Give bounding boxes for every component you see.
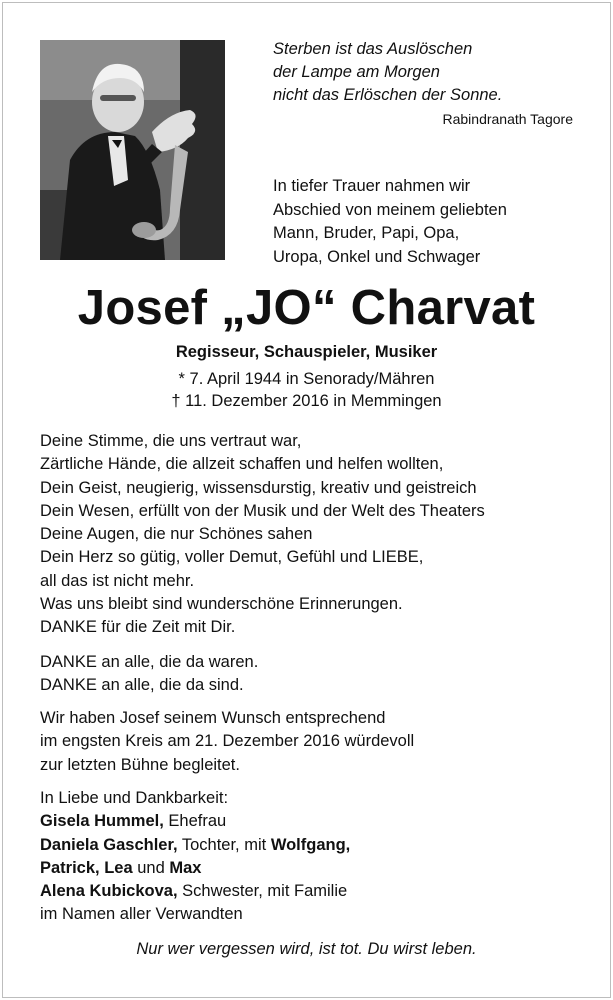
signoff-relatives: im Namen aller Verwandten [40,905,243,924]
poem-line: all das ist nicht mehr. [40,571,195,590]
daughter-role: Tochter, mit [177,835,271,854]
grandchild-names: Patrick, Lea [40,858,133,877]
poem-line: Was uns bleibt sind wunderschöne Erinnerungen. [40,595,403,614]
poem-line: Deine Stimme, die uns vertraut war, [40,432,302,450]
life-dates [0,368,613,412]
intro-line: Uropa, Onkel und Schwager [273,247,481,266]
thanks-block [40,651,580,698]
sister-name: Alena Kubickova, [40,882,178,901]
intro-line: In tiefer Trauer nahmen wir [273,177,471,195]
grandchild-name: Max [169,858,202,877]
birth-date: * 7. April 1944 in Senorady/Mähren [178,370,435,388]
daughter-name: Daniela Gaschler, [40,835,178,854]
portrait-photo [40,40,225,260]
thanks-line: DANKE an alle, die da sind. [40,676,244,695]
poem-line: DANKE für die Zeit mit Dir. [40,618,236,637]
poem-line: Dein Herz so gütig, voller Demut, Gefühl und LIEBE, [40,548,424,567]
signoff-intro: In Liebe und Dankbarkeit: [40,789,229,807]
funeral-note-line: Wir haben Josef seinem Wunsch entsprechend [40,709,386,727]
quote-line: nicht das Erlöschen der Sonne. [273,86,503,104]
family-signoff [40,787,600,927]
quote-line: Sterben ist das Auslöschen [273,40,473,58]
signoff-wife [40,810,600,833]
grandchild-and: und [132,858,170,877]
wife-role: Ehefrau [163,812,227,831]
quote-line: der Lampe am Morgen [273,63,440,81]
closing-line: Nur wer vergessen wird, ist tot. Du wirst leben. [136,940,477,958]
signoff-sister [40,880,600,903]
daughter-partner: Wolfgang, [270,835,351,854]
memorial-poem [40,430,580,640]
quote-block [273,38,573,131]
deceased-profession: Regisseur, Schauspieler, Musiker [175,343,438,361]
poem-line: Dein Geist, neugierig, wissensdurstig, kreativ und geistreich [40,478,477,497]
poem-line: Deine Augen, die nur Schönes sahen [40,525,313,544]
funeral-note-line: zur letzten Bühne begleitet. [40,755,240,774]
quote-attribution: Rabindranath Tagore [442,111,573,127]
poem-line: Dein Wesen, erfüllt von der Musik und der Welt des Theaters [40,501,485,520]
sister-role: Schwester, mit Familie [177,882,348,901]
mourning-intro [273,175,573,269]
funeral-note-line: im engsten Kreis am 21. Dezember 2016 würdevoll [40,732,415,751]
signoff-grandchildren [40,857,600,880]
signoff-daughter [40,834,600,857]
funeral-note [40,707,580,777]
death-date: † 11. Dezember 2016 in Memmingen [171,392,442,410]
wife-name: Gisela Hummel, [40,812,164,831]
poem-line: Zärtliche Hände, die allzeit schaffen und helfen wollten, [40,455,444,474]
deceased-name: Josef „JO“ Charvat [77,281,536,335]
intro-line: Abschied von meinem geliebten [273,200,507,219]
intro-line: Mann, Bruder, Papi, Opa, [273,224,460,242]
thanks-line: DANKE an alle, die da waren. [40,653,259,671]
